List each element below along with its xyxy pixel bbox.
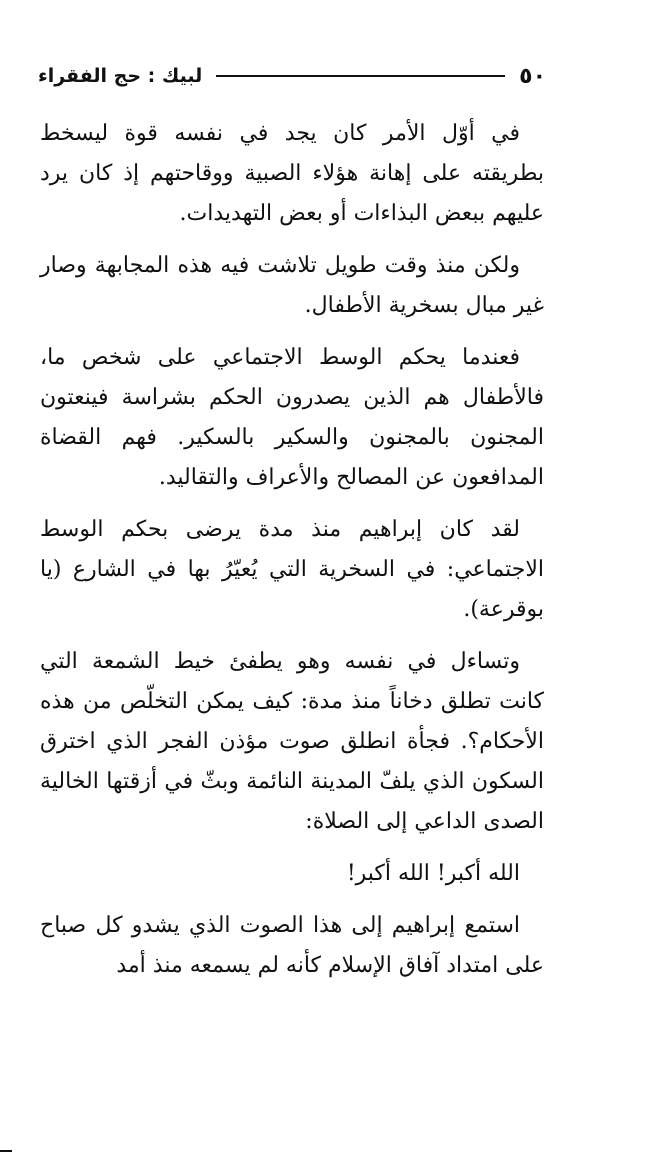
running-title: لبيك : حج الفقراء (38, 65, 203, 87)
paragraph: وتساءل في نفسه وهو يطفئ خيط الشمعة التي كانت تطلق دخاناً منذ مدة: كيف يمكن التخلّص من هذه الأحكام؟. فجأة انطلق صوت مؤذن الفجر الذي اخترق السكون الذي يلفّ المدينة النائمة وبثّ في أزقتها الخالية الصدى الداعي إلى الصلاة: (40, 649, 544, 834)
page-number: ٥٠ (519, 63, 546, 89)
call-to-prayer-line: الله أكبر! الله أكبر! (346, 861, 520, 886)
paragraph: ولكن منذ وقت طويل تلاشت فيه هذه المجابهة وصار غير مبال بسخرية الأطفال. (40, 253, 544, 318)
body-text (40, 114, 544, 998)
header-rule (216, 75, 505, 77)
page-edge-mark (0, 1150, 12, 1152)
paragraph: لقد كان إبراهيم منذ مدة يرضى بحكم الوسط الاجتماعي: في السخرية التي يُعيّرُ بها في الشارع (يا بوقرعة). (40, 517, 544, 622)
paragraph: فعندما يحكم الوسط الاجتماعي على شخص ما، فالأطفال هم الذين يصدرون الحكم بشراسة فينعتون المجنون بالمجنون والسكير بالسكير. فهم القضاة المدافعون عن المصالح والأعراف والتقاليد. (40, 345, 544, 490)
paragraph: استمع إبراهيم إلى هذا الصوت الذي يشدو كل صباح على امتداد آفاق الإسلام كأنه لم يسمعه منذ أمد (40, 913, 544, 978)
page-header (38, 56, 546, 96)
paragraph: في أوّل الأمر كان يجد في نفسه قوة ليسخط بطريقته على إهانة هؤلاء الصبية ووقاحتهم إذ كان يرد عليهم ببعض البذاءات أو بعض التهديدات. (40, 121, 544, 226)
